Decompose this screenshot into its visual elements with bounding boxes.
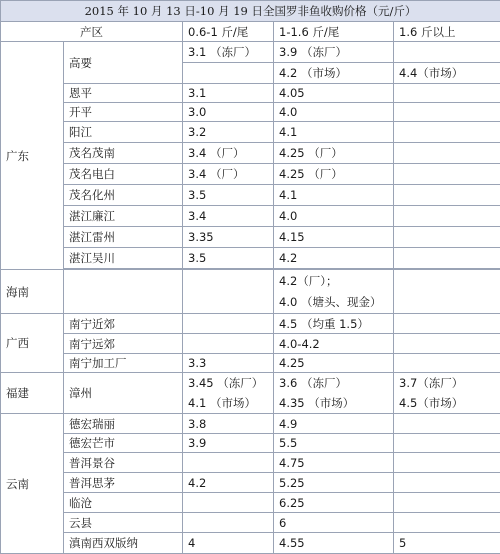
price-cell: 4.9 (274, 414, 394, 434)
price-cell: 4.4（市场） (394, 63, 500, 84)
price-cell: 4.2 (183, 473, 274, 493)
price-cell (394, 513, 500, 533)
area-cell: 开平 (64, 103, 183, 122)
table-row (1, 354, 500, 373)
price-cell (394, 248, 500, 269)
price-cell (394, 453, 500, 473)
area-cell: 德宏瑞丽 (64, 414, 183, 434)
price-cell: 3.5 (183, 185, 274, 206)
price-cell: 4.25 （厂） (274, 143, 394, 164)
price-cell (394, 354, 500, 373)
price-cell: 4.25 (274, 354, 394, 373)
price-cell (394, 434, 500, 453)
area-cell: 高要 (64, 42, 183, 84)
area-cell: 滇南西双版纳 (64, 533, 183, 554)
table-row (1, 84, 500, 103)
price-cell (394, 227, 500, 248)
price-cell: 5.5 (274, 434, 394, 453)
price-cell: 4.0 （塘头、现金） (274, 292, 394, 314)
price-cell: 3.7（冻厂） (394, 373, 500, 393)
table-row (1, 493, 500, 513)
area-cell: 漳州 (64, 373, 183, 414)
price-cell (394, 103, 500, 122)
province-guangdong: 广东 (1, 42, 64, 270)
table-row (1, 414, 500, 434)
area-cell: 德宏芒市 (64, 434, 183, 453)
table-row (1, 270, 500, 292)
price-cell: 3.3 (183, 354, 274, 373)
price-cell (394, 143, 500, 164)
price-cell: 5.25 (274, 473, 394, 493)
table-row (1, 248, 500, 269)
price-cell: 3.5 (183, 248, 274, 269)
province-fujian: 福建 (1, 373, 64, 414)
price-cell: 4.75 (274, 453, 394, 473)
price-cell: 4 (183, 533, 274, 554)
table-title: 2015 年 10 月 13 日-10 月 19 日全国罗非鱼收购价格（元/斤） (1, 1, 500, 22)
price-cell (394, 122, 500, 143)
header-row (1, 22, 500, 42)
price-cell: 4.1 (274, 122, 394, 143)
price-cell (183, 493, 274, 513)
price-cell: 5 (394, 533, 500, 554)
price-cell: 4.5 （均重 1.5） (274, 314, 394, 334)
price-cell (183, 63, 274, 84)
area-cell: 茂名茂南 (64, 143, 183, 164)
price-cell: 3.9 （冻厂） (274, 42, 394, 63)
price-cell (394, 42, 500, 63)
price-cell (394, 270, 500, 314)
price-cell: 4.55 (274, 533, 394, 554)
area-cell (64, 270, 183, 314)
table-row (1, 143, 500, 164)
price-cell: 3.35 (183, 227, 274, 248)
price-cell: 4.2 (274, 248, 394, 269)
price-cell: 3.0 (183, 103, 274, 122)
area-cell: 恩平 (64, 84, 183, 103)
price-cell: 4.05 (274, 84, 394, 103)
area-cell: 湛江吴川 (64, 248, 183, 269)
area-cell: 茂名化州 (64, 185, 183, 206)
province-yunnan: 云南 (1, 414, 64, 554)
price-cell: 3.2 (183, 122, 274, 143)
header-size-1-1-6: 1-1.6 斤/尾 (274, 22, 394, 42)
table-row (1, 185, 500, 206)
table-row (1, 334, 500, 354)
province-guangxi: 广西 (1, 314, 64, 373)
table-row (1, 473, 500, 493)
area-cell: 南宁加工厂 (64, 354, 183, 373)
area-cell: 云县 (64, 513, 183, 533)
price-cell (394, 84, 500, 103)
price-cell (394, 314, 500, 334)
price-cell (183, 314, 274, 334)
header-region: 产区 (1, 22, 183, 42)
area-cell: 南宁远郊 (64, 334, 183, 354)
price-cell (394, 185, 500, 206)
price-cell: 4.1 (274, 185, 394, 206)
price-cell: 3.4 (183, 206, 274, 227)
price-cell (394, 493, 500, 513)
price-cell: 3.45 （冻厂） (183, 373, 274, 393)
price-cell: 3.9 (183, 434, 274, 453)
area-cell: 普洱景谷 (64, 453, 183, 473)
table-row (1, 314, 500, 334)
price-cell (394, 334, 500, 354)
price-cell: 6.25 (274, 493, 394, 513)
price-cell (183, 453, 274, 473)
header-size-1-6-plus: 1.6 斤以上 (394, 22, 500, 42)
price-cell: 4.1 （市场） (183, 393, 274, 414)
table-row (1, 227, 500, 248)
price-cell: 6 (274, 513, 394, 533)
province-hainan: 海南 (1, 270, 64, 314)
price-cell (183, 513, 274, 533)
price-cell: 4.2（厂）； (274, 270, 394, 292)
table-row (1, 103, 500, 122)
area-cell: 临沧 (64, 493, 183, 513)
price-cell: 3.6 （冻厂） (274, 373, 394, 393)
price-cell: 4.35 （市场） (274, 393, 394, 414)
title-row (1, 1, 500, 22)
price-cell: 3.4 （厂） (183, 164, 274, 185)
table-row (1, 453, 500, 473)
price-cell: 4.0 (274, 103, 394, 122)
table-row (1, 373, 500, 393)
table-row (1, 206, 500, 227)
price-cell: 4.15 (274, 227, 394, 248)
table-row (1, 533, 500, 554)
area-cell: 茂名电白 (64, 164, 183, 185)
table-row (1, 122, 500, 143)
table-row (1, 164, 500, 185)
price-cell (394, 473, 500, 493)
price-cell (394, 414, 500, 434)
price-cell: 4.0-4.2 (274, 334, 394, 354)
area-cell: 普洱思茅 (64, 473, 183, 493)
area-cell: 湛江廉江 (64, 206, 183, 227)
price-cell: 4.5（市场） (394, 393, 500, 414)
header-size-0-6-1: 0.6-1 斤/尾 (183, 22, 274, 42)
price-cell: 4.0 (274, 206, 394, 227)
price-cell: 4.2 （市场） (274, 63, 394, 84)
price-cell (394, 164, 500, 185)
price-cell (183, 270, 274, 314)
area-cell: 湛江雷州 (64, 227, 183, 248)
table-row (1, 513, 500, 533)
table-row (1, 434, 500, 453)
price-cell: 3.4 （厂） (183, 143, 274, 164)
price-cell (183, 334, 274, 354)
price-cell: 4.25 （厂） (274, 164, 394, 185)
area-cell: 阳江 (64, 122, 183, 143)
area-cell: 南宁近郊 (64, 314, 183, 334)
table-row (1, 42, 500, 63)
price-cell (394, 206, 500, 227)
price-cell: 3.1 (183, 84, 274, 103)
price-cell: 3.1 （冻厂） (183, 42, 274, 63)
price-cell: 3.8 (183, 414, 274, 434)
